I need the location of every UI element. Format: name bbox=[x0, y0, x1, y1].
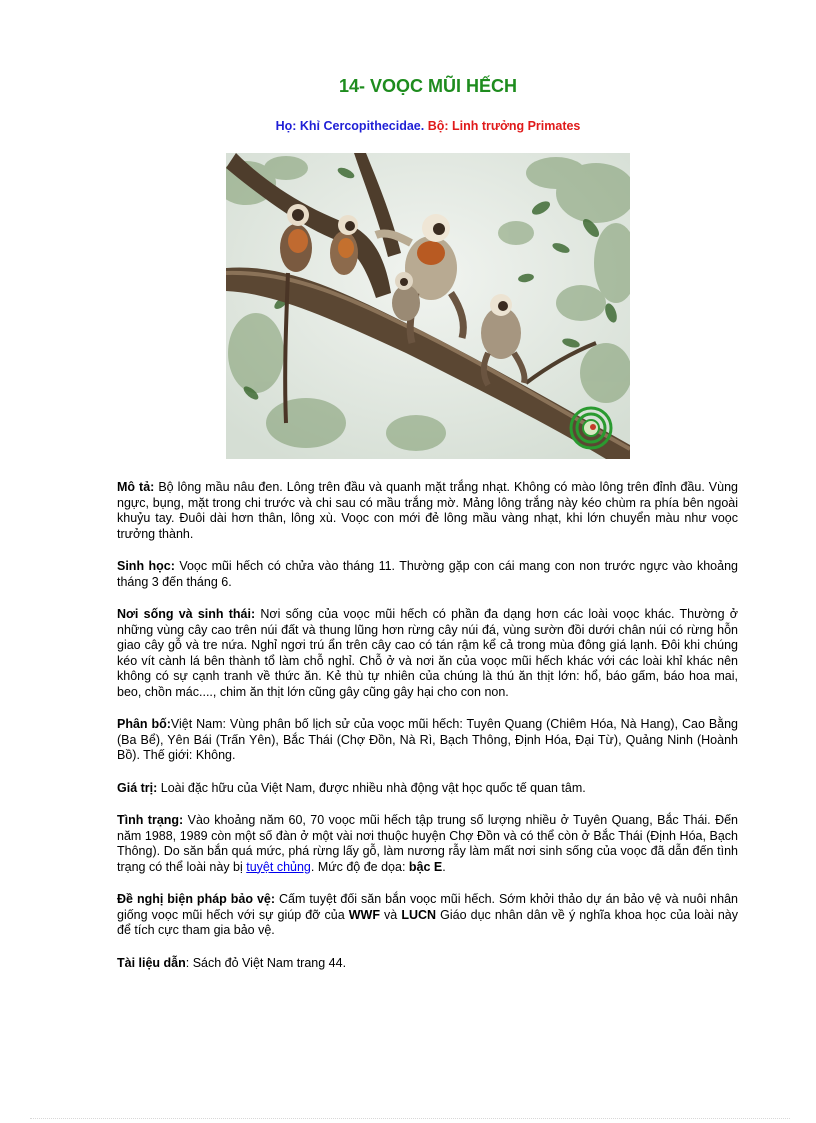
monkeys-on-branch-image bbox=[226, 153, 630, 459]
taxonomy-subtitle bbox=[0, 119, 816, 133]
section-text: và bbox=[379, 907, 402, 922]
section-text: Giáo dục nhân dân về ý nghĩa khoa học của loài này để tích cực tham gia bảo vệ. bbox=[117, 907, 738, 937]
section-label: Đề nghị biện pháp bảo vệ: bbox=[117, 892, 276, 906]
section-text: Việt Nam: Vùng phân bố lịch sử của voọc mũi hếch: Tuyên Quang (Chiêm Hóa, Nà Hang), Cao Bằng (Ba Bể), Yên Bái (Trấn Yên), Bắc Thái (Chợ Đồn, Nà Rì, Bạch Thông, Định Hóa, Đại Từ), Quảng Ninh (Hoành Bồ). Thế giới: Không. bbox=[117, 717, 739, 762]
section-text: Vào khoảng năm 60, 70 voọc mũi hếch tập trung số lượng nhiều ở Tuyên Quang, Bắc Thái. Đến năm 1988, 1989 còn một số đàn ở một vài nơi thuộc huyện Chợ Đồn và có thể còn ở Bắc Thái (Định Hóa, Bạch Thông). Do săn bắn quá mức, phá rừng lấy gỗ, làm nương rẫy làm mất nơi sinh sống của voọc đã dẫn đến tình trạng có thể loài này bị bbox=[117, 813, 738, 874]
section-de-nghi bbox=[117, 892, 738, 939]
order-label: Bộ: Linh trưởng Primates bbox=[427, 119, 581, 133]
section-label: Nơi sống và sinh thái: bbox=[117, 607, 256, 621]
extinction-link[interactable]: tuyệt chủng bbox=[246, 859, 311, 874]
org-lucn: LUCN bbox=[401, 907, 437, 922]
section-gia-tri bbox=[117, 781, 738, 797]
section-tai-lieu bbox=[117, 956, 738, 972]
section-label: Sinh học: bbox=[117, 559, 175, 573]
article-body bbox=[117, 480, 738, 988]
green-circle-logo bbox=[571, 408, 611, 448]
section-text: Bộ lông mầu nâu đen. Lông trên đầu và quanh mặt trắng nhạt. Không có mào lông trên đỉnh đầu. Vùng ngực, bụng, mặt trong chi trước và chi sau có mầu trắng mờ. Mảng lông trắng này kéo chùm ra phía bên ngoài khuỷu tay. Đuôi dài hơn thân, lông xù. Voọc con mới đẻ lông mầu vàng nhạt, khi lớn chuyển màu như voọc trưởng thành. bbox=[117, 480, 738, 541]
section-label: Giá trị: bbox=[117, 780, 158, 795]
section-text: Voọc mũi hếch có chửa vào tháng 11. Thường gặp con cái mang con non trước ngực vào khoảng tháng 3 đến tháng 6. bbox=[117, 559, 738, 589]
section-label: Mô tả: bbox=[117, 480, 155, 494]
section-label: Tình trạng: bbox=[117, 813, 184, 827]
section-text: : Sách đỏ Việt Nam trang 44. bbox=[185, 955, 347, 970]
section-text: Nơi sống của voọc mũi hếch có phần đa dạng hơn các loài voọc khác. Thường ở những vùng cây cao trên núi đất và thung lũng hơn rừng cây núi đá, vùng sườn đồi dưới chân núi có rừng hỗn giao cây gỗ và tre nứa. Nghỉ ngơi trú ẩn trên cây cao có tán rậm kể cả trong mùa đông giá lạnh. Đôi khi chúng kéo vít cành lá bên thành tổ làm chỗ nghỉ. Chỗ ở và nơi ăn của voọc mũi hếch khác với các loài khỉ khác nên không có sự cạnh tranh về thức ăn. Kẻ thù tự nhiên của chúng là thú ăn thịt lớn: hổ, báo gấm, báo hoa mai, beo, chồn mác...., chim ăn thịt lớn cũng gây cũng gây hại cho con non. bbox=[117, 607, 738, 699]
org-wwf: WWF bbox=[348, 907, 380, 922]
section-tinh-trang bbox=[117, 813, 738, 875]
section-text: Loài đặc hữu của Việt Nam, được nhiều nhà động vật học quốc tế quan tâm. bbox=[157, 780, 586, 795]
family-label: Họ: Khỉ Cercopithecidae bbox=[275, 119, 421, 133]
page-title: 14- VOỌC MŨI HẾCH bbox=[338, 76, 518, 96]
section-noi-song bbox=[117, 607, 738, 700]
monkey-photo bbox=[226, 153, 630, 459]
section-label: Phân bố: bbox=[117, 717, 171, 731]
section-text: . Mức độ đe dọa: bbox=[310, 859, 409, 874]
section-phan-bo bbox=[117, 717, 738, 764]
section-sinh-hoc bbox=[117, 559, 738, 590]
subtitle-separator: . bbox=[420, 119, 428, 133]
page-bottom-rule bbox=[30, 1118, 790, 1120]
section-text: Cấm tuyệt đối săn bắn voọc mũi hếch. Sớm khởi thảo dự án bảo vệ và nuôi nhân giống voọc mũi hếch với sự giúp đỡ của bbox=[117, 892, 738, 922]
section-mo-ta bbox=[117, 480, 738, 542]
threat-level: bậc E bbox=[408, 859, 443, 874]
section-label: Tài liệu dẫn bbox=[117, 955, 186, 970]
section-text: . bbox=[442, 859, 446, 874]
